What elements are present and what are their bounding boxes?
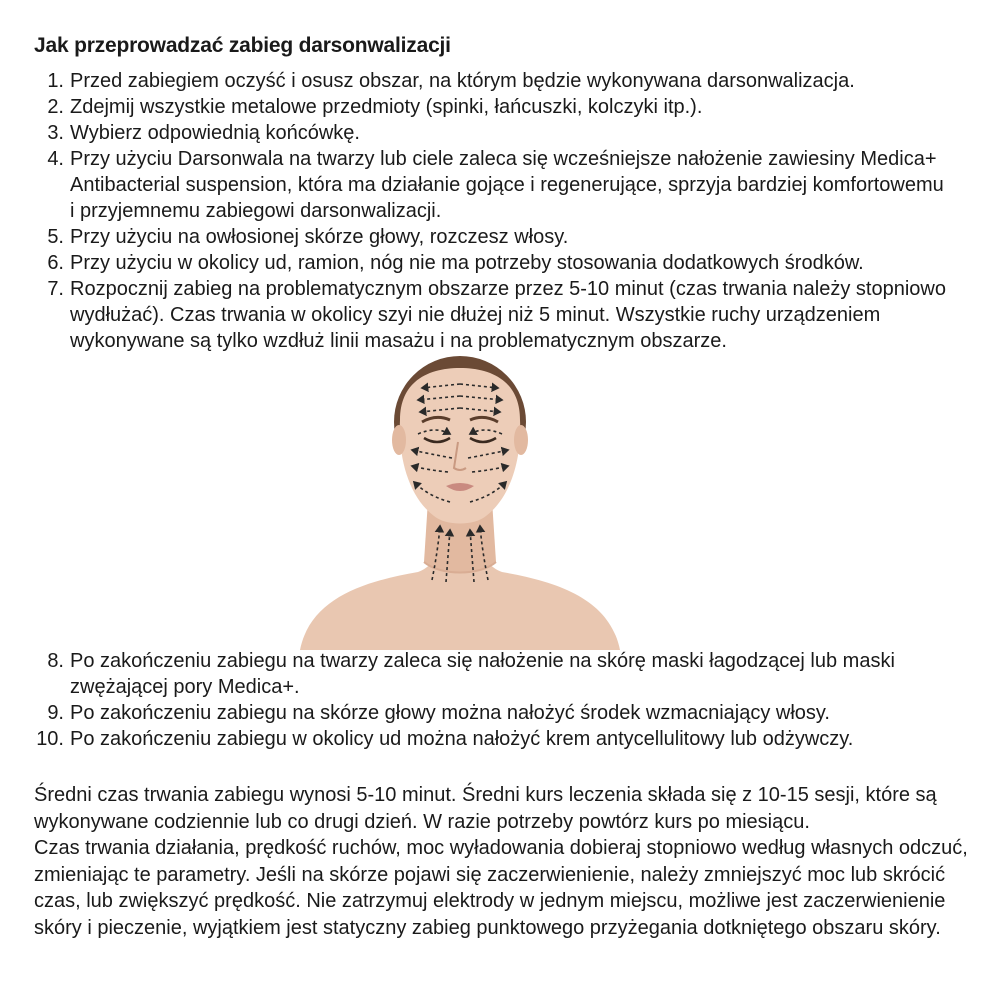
step-number: 10. [36, 728, 64, 750]
list-item [0, 224, 1000, 250]
face [400, 368, 520, 524]
list-item [0, 726, 1000, 752]
face-massage-lines-illustration [300, 350, 620, 650]
list-item [0, 146, 1000, 224]
step-number: 5. [47, 226, 64, 248]
step-number: 1. [47, 70, 64, 92]
list-item [0, 120, 1000, 146]
step-number: 4. [47, 148, 64, 170]
list-item [0, 648, 1000, 700]
step-text: Wybierz odpowiednią końcówkę. [70, 122, 360, 144]
list-item [0, 94, 1000, 120]
list-item [0, 276, 1000, 354]
step-number: 3. [47, 122, 64, 144]
step-text: Po zakończeniu zabiegu w okolicy ud można nałożyć krem antycellulitowy lub odżywczy. [70, 728, 854, 750]
summary-text [34, 782, 979, 941]
step-text: Przy użyciu na owłosionej skórze głowy, rozczesz włosy. [70, 226, 569, 248]
summary-paragraph-parameters: Czas trwania działania, prędkość ruchów, moc wyładowania dobieraj stopniowo według własnych odczuć, zmieniając te parametry. Jeśli na skórze pojawi się zaczerwienienie, należy zmniejszyć moc lub skrócić czas, lub zwiększyć prędkość. Nie zatrzymuj elektrody w jednym miejscu, możliwe jest zaczerwienienie skóry i pieczenie, wyjątkiem jest statyczny zabieg punktowego przyżegania dotkniętego obszaru skóry. [34, 837, 968, 939]
step-number: 6. [47, 252, 64, 274]
steps-list-top [0, 68, 1000, 354]
step-text: Zdejmij wszystkie metalowe przedmioty (spinki, łańcuszki, kolczyki itp.). [70, 96, 703, 118]
steps-list-bottom [0, 648, 1000, 752]
step-text: Przy użyciu Darsonwala na twarzy lub ciele zaleca się wcześniejsze nałożenie zawiesiny Medica+ Antibacterial suspension, która ma działanie gojące i regenerujące, sprzyja bardziej komfortowemu i przyjemnemu zabiegowi darsonwalizacji. [70, 148, 944, 222]
step-number: 8. [47, 650, 64, 672]
face-illustration-svg [300, 350, 620, 650]
summary-paragraph-duration: Średni czas trwania zabiegu wynosi 5-10 minut. Średni kurs leczenia składa się z 10-15 sesji, które są wykonywane codziennie lub co drugi dzień. W razie potrzeby powtórz kurs po miesiącu. [34, 784, 937, 833]
step-number: 9. [47, 702, 64, 724]
step-number: 7. [47, 278, 64, 300]
step-text: Przy użyciu w okolicy ud, ramion, nóg nie ma potrzeby stosowania dodatkowych środków. [70, 252, 864, 274]
step-text: Przed zabiegiem oczyść i osusz obszar, na którym będzie wykonywana darsonwalizacja. [70, 70, 855, 92]
step-text: Po zakończeniu zabiegu na twarzy zaleca się nałożenie na skórę maski łagodzącej lub maski zwężającej pory Medica+. [70, 650, 895, 698]
list-item [0, 250, 1000, 276]
page-title: Jak przeprowadzać zabieg darsonwalizacji [34, 34, 451, 57]
step-number: 2. [47, 96, 64, 118]
list-item [0, 68, 1000, 94]
step-text: Po zakończeniu zabiegu na skórze głowy można nałożyć środek wzmacniający włosy. [70, 702, 830, 724]
step-text: Rozpocznij zabieg na problematycznym obszarze przez 5-10 minut (czas trwania należy stopniowo wydłużać). Czas trwania w okolicy szyi nie dłużej niż 5 minut. Wszystkie ruchy urządzeniem wykonywane są tylko wzdłuż linii masażu i na problematycznym obszarze. [70, 278, 946, 352]
list-item [0, 700, 1000, 726]
